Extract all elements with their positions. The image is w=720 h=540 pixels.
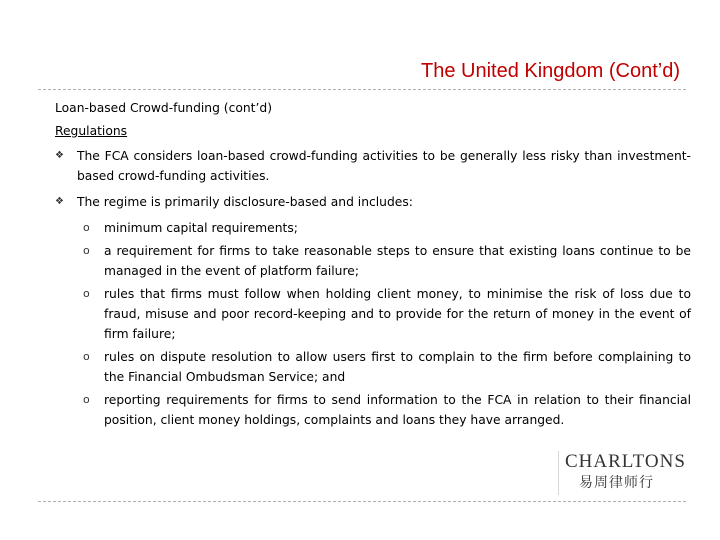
logo-english: CHARLTONS — [565, 451, 686, 472]
circle-bullet-icon: o — [83, 221, 90, 234]
sub-bullet-text: rules that firms must follow when holding client money, to minimise the risk of loss due to fraud, misuse and poor record-keeping and to provide for the return of money in the event of firm failure; — [104, 287, 691, 341]
sub-bullet-list — [55, 218, 691, 430]
circle-bullet-icon: o — [83, 244, 90, 257]
charltons-logo — [558, 451, 691, 495]
sub-bullet-text: minimum capital requirements; — [104, 221, 298, 235]
slide-content — [55, 98, 691, 433]
slide-title: The United Kingdom (Cont’d) — [420, 60, 680, 82]
bullet-text: The FCA considers loan-based crowd-funding activities to be generally less risky than investment-based crowd-funding activities. — [77, 149, 691, 183]
sub-bullet-item — [55, 218, 691, 238]
circle-bullet-icon: o — [83, 393, 90, 406]
sub-bullet-text: reporting requirements for firms to send information to the FCA in relation to their financial position, client money holdings, complaints and loans they have arranged. — [104, 393, 691, 427]
circle-bullet-icon: o — [83, 350, 90, 363]
sub-bullet-item — [55, 347, 691, 387]
logo-chinese: 易周律师行 — [579, 475, 654, 491]
section-subheading: Regulations — [55, 124, 128, 138]
top-divider — [38, 89, 686, 90]
section-heading: Loan-based Crowd-funding (cont’d) — [55, 101, 273, 115]
bullet-text: The regime is primarily disclosure-based and includes: — [77, 195, 413, 209]
bottom-divider — [38, 501, 686, 502]
sub-bullet-text: rules on dispute resolution to allow users first to complain to the firm before complaining to the Financial Ombudsman Service; and — [104, 350, 691, 384]
circle-bullet-icon: o — [83, 287, 90, 300]
bullet-item — [55, 192, 691, 212]
square-bullet-icon: ❖ — [55, 150, 64, 161]
sub-bullet-text: a requirement for firms to take reasonable steps to ensure that existing loans continue to be managed in the event of platform failure; — [104, 244, 691, 278]
sub-bullet-item — [55, 241, 691, 281]
sub-bullet-item — [55, 390, 691, 430]
square-bullet-icon: ❖ — [55, 196, 64, 207]
bullet-item — [55, 146, 691, 186]
sub-bullet-item — [55, 284, 691, 344]
